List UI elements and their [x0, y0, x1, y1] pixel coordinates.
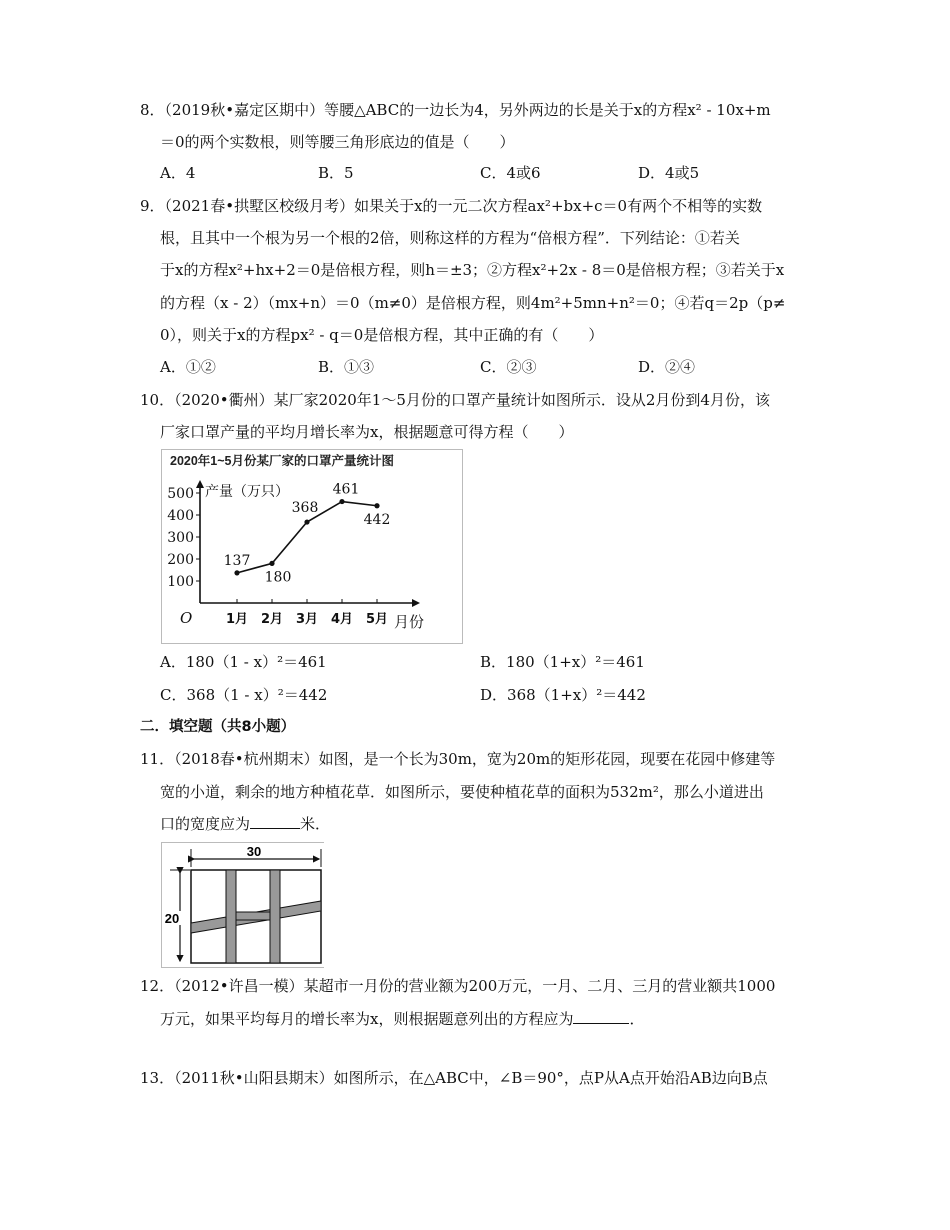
q9-line3: 于x的方程x²+hx+2＝0是倍根方程，则h＝±3；②方程x²+2x - 8＝0是倍根方程；③若关于x: [160, 261, 785, 279]
q9-option-c: C．②③: [480, 358, 537, 376]
q11-line2: 宽的小道，剩余的地方种植花草．如图所示，要使种植花草的面积为532m²，那么小道进出: [160, 783, 764, 801]
y-tick-label: 400: [167, 508, 194, 524]
q8-option-d: D．4或5: [638, 164, 700, 182]
y-axis-arrowhead: [196, 480, 204, 488]
q10-line1: 10．（2020•衢州）某厂家2020年1～5月份的口罩产量统计如图所示．设从2月份到4月份，该: [140, 391, 770, 409]
vertical-path-right: [270, 870, 280, 963]
q11-line1: 11．（2018春•杭州期末）如图，是一个长为30m，宽为20m的矩形花园，现要在花园中修建等: [140, 750, 776, 768]
data-label: 442: [363, 511, 391, 528]
q12-line1: 12．（2012•许昌一模）某超市一月份的营业额为200万元，一月、二月、三月的营业额共1000: [140, 977, 776, 995]
q11-answer-blank[interactable]: [250, 814, 300, 829]
q11-garden-figure: [161, 842, 324, 968]
q8-line1: 8．（2019秋•嘉定区期中）等腰△ABC的一边长为4，另外两边的长是关于x的方程x² - 10x+m: [140, 101, 771, 119]
vertical-path-left: [226, 870, 236, 963]
q10-option-d: D．368（1+x）²＝442: [480, 686, 646, 704]
q10-line2: 厂家口罩产量的平均月增长率为x，根据题意可得方程（ ）: [160, 423, 574, 441]
q8-option-a: A．4: [160, 164, 196, 182]
y-tick-label: 500: [167, 486, 194, 502]
q11-line3-text: 口的宽度应为: [160, 815, 251, 833]
data-label: 461: [332, 481, 360, 498]
q13-line1: 13．（2011秋•山阳县期末）如图所示，在△ABC中，∠B＝90°，点P从A点开始沿AB边向B点: [140, 1069, 768, 1087]
q11-line3: [160, 814, 330, 834]
data-point: [234, 570, 239, 575]
data-point: [339, 499, 344, 504]
q9-option-b: B．①③: [318, 358, 375, 376]
horizontal-connector: [236, 912, 270, 920]
data-point: [374, 503, 379, 508]
height-label: 20: [164, 911, 180, 926]
q12-line2: [160, 1009, 644, 1029]
origin-label: O: [180, 609, 193, 627]
q8-line2: ＝0的两个实数根，则等腰三角形底边的值是（ ）: [160, 133, 515, 151]
q10-option-a: A．180（1 - x）²＝461: [160, 653, 327, 671]
q10-option-b: B．180（1+x）²＝461: [480, 653, 645, 671]
q9-line5: 0），则关于x的方程px² - q＝0是倍根方程，其中正确的有（ ）: [160, 326, 604, 344]
q10-chart-frame: [161, 449, 463, 644]
x-tick-label: 3月: [295, 612, 319, 627]
q10-option-c: C．368（1 - x）²＝442: [160, 686, 328, 704]
x-tick-label: 1月: [225, 612, 249, 627]
q8-option-c: C．4或6: [480, 164, 541, 182]
data-point: [269, 561, 274, 566]
y-tick-label: 200: [167, 552, 194, 568]
section-title-fill-in: 二．填空题（共8小题）: [140, 719, 296, 735]
x-axis-arrowhead: [412, 599, 420, 607]
q10-line-chart: [162, 450, 462, 643]
q9-option-d: D．②④: [638, 358, 696, 376]
q9-line4: 的方程（x - 2）（mx+n）＝0（m≠0）是倍根方程，则4m²+5mn+n²＝0；④若q＝2p（p≠: [160, 294, 786, 312]
x-tick-label: 2月: [260, 612, 284, 627]
data-label: 137: [223, 552, 251, 569]
q12-line2-text: 万元，如果平均每月的增长率为x，则根据题意列出的方程应为: [160, 1010, 574, 1028]
y-axis-label: 产量（万只）: [205, 484, 289, 500]
data-point: [304, 519, 309, 524]
data-label: 180: [264, 569, 292, 586]
q11-garden-diagram: [162, 843, 324, 967]
y-tick-label: 300: [167, 530, 194, 546]
q12-line2-suffix: ．: [629, 1010, 645, 1028]
q9-option-a: A．①②: [160, 358, 216, 376]
q9-line1: 9．（2021春•拱墅区校级月考）如果关于x的一元二次方程ax²+bx+c＝0有两个不相等的实数: [140, 197, 763, 215]
data-label: 368: [291, 500, 319, 517]
y-tick-label: 100: [167, 574, 194, 590]
q9-line2: 根，且其中一个根为另一个根的2倍，则称这样的方程为“倍根方程”．下列结论：①若关: [160, 229, 740, 247]
x-axis-label: 月份: [394, 613, 425, 631]
chart-title: 2020年1~5月份某厂家的口罩产量统计图: [170, 454, 395, 468]
width-label: 30: [246, 844, 262, 859]
q12-answer-blank[interactable]: [573, 1009, 629, 1024]
x-tick-label: 5月: [365, 612, 389, 627]
q11-line3-suffix: 米．: [300, 815, 331, 833]
q8-option-b: B．5: [318, 164, 354, 182]
x-tick-label: 4月: [330, 612, 354, 627]
